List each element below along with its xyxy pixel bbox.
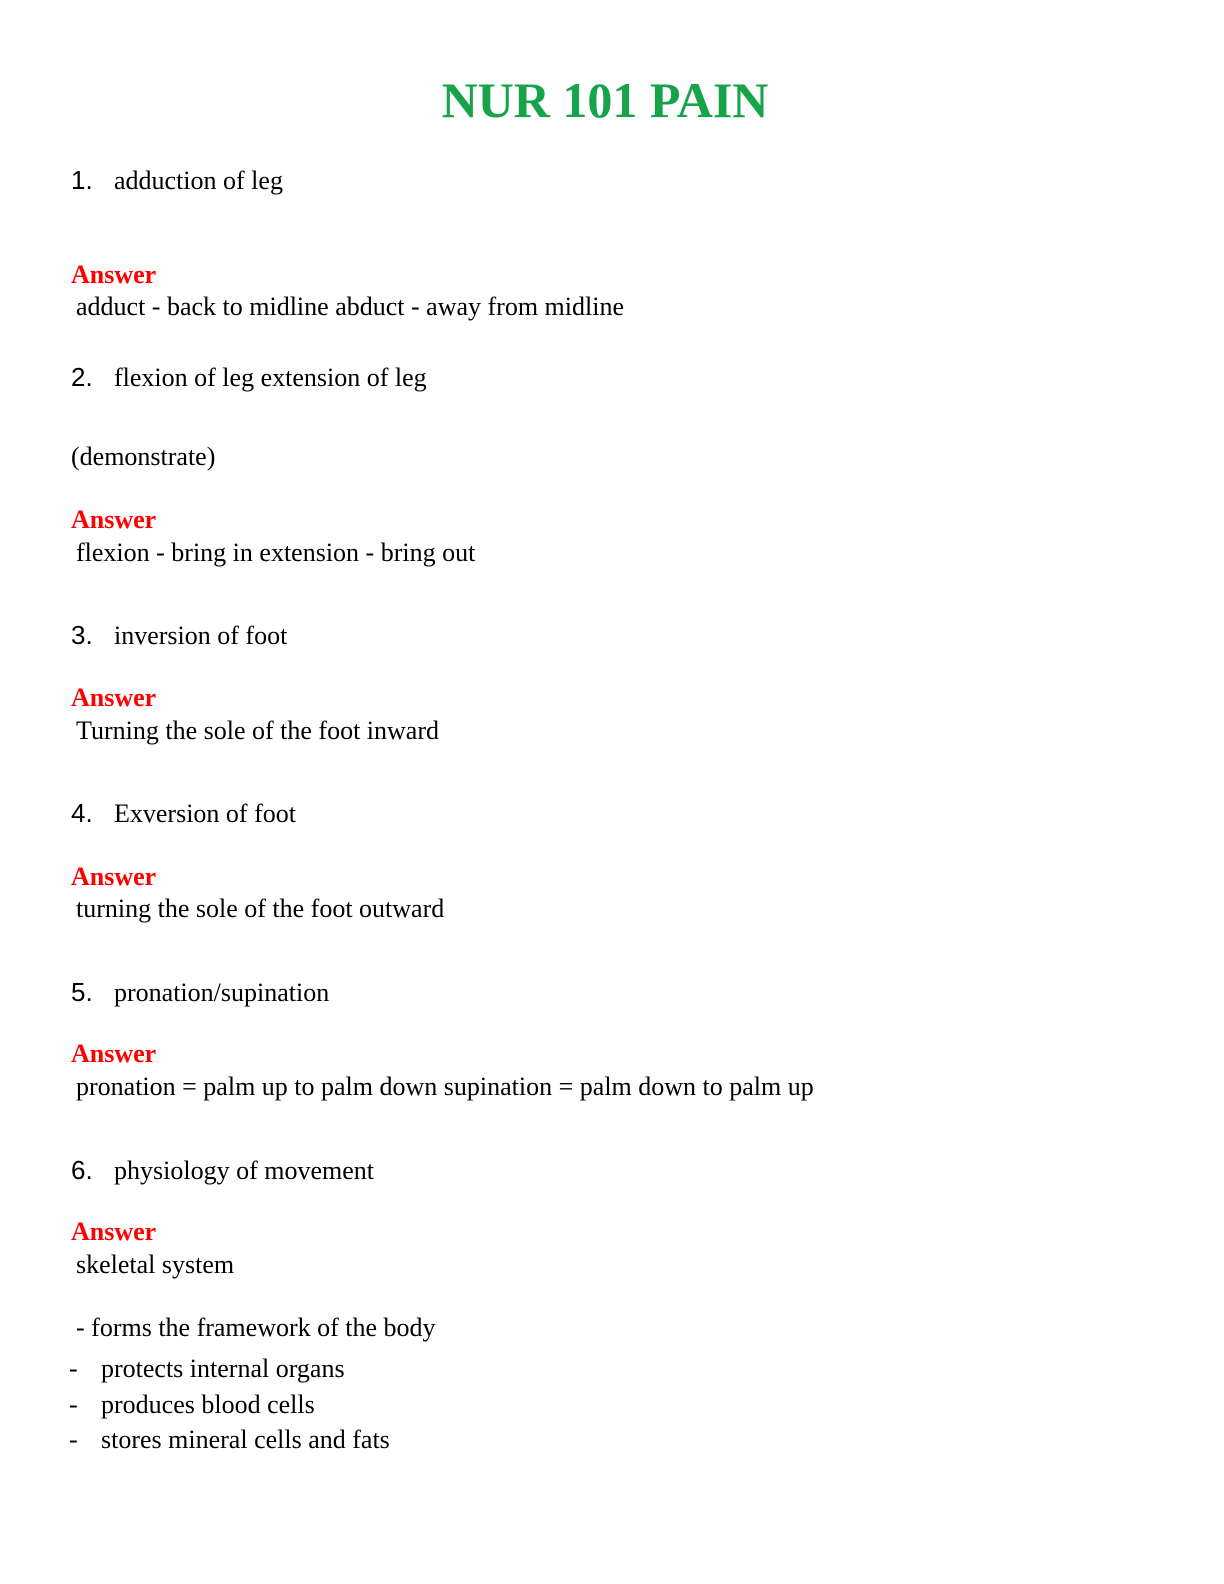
question-6 <box>71 1154 374 1187</box>
bullet-item <box>69 1389 315 1421</box>
answer-text: turning the sole of the foot outward <box>76 894 445 923</box>
dash-marker: - <box>69 1425 78 1454</box>
answer-label: Answer <box>71 260 157 289</box>
answer-label: Answer <box>71 505 157 534</box>
answer-text: flexion - bring in extension - bring out <box>76 538 476 567</box>
question-text: pronation/supination <box>114 978 330 1007</box>
question-3 <box>71 619 287 652</box>
question-number: 1. <box>71 165 93 195</box>
question-text: flexion of leg extension of leg <box>114 363 427 392</box>
question-text: Exversion of foot <box>114 799 296 828</box>
page-title: NUR 101 PAIN <box>441 72 769 128</box>
dash-marker: - <box>69 1390 78 1419</box>
question-number: 3. <box>71 620 93 650</box>
answer-text: Turning the sole of the foot inward <box>76 716 439 745</box>
question-number: 2. <box>71 362 93 392</box>
question-note: (demonstrate) <box>71 442 216 471</box>
answer-label: Answer <box>71 862 157 891</box>
bullet-item <box>69 1424 390 1456</box>
dash-marker: - <box>69 1354 78 1383</box>
bullet-text: produces blood cells <box>101 1390 315 1419</box>
question-number: 4. <box>71 798 93 828</box>
bullet-item <box>69 1353 345 1385</box>
question-text: inversion of foot <box>114 621 288 650</box>
question-2 <box>71 361 427 394</box>
bullet-text: stores mineral cells and fats <box>101 1425 390 1454</box>
question-number: 5. <box>71 977 93 1007</box>
answer-text: adduct - back to midline abduct - away from midline <box>76 292 624 321</box>
question-text: physiology of movement <box>114 1156 374 1185</box>
question-number: 6. <box>71 1155 93 1185</box>
answer-text: skeletal system <box>76 1250 235 1279</box>
answer-label: Answer <box>71 1217 157 1246</box>
question-text: adduction of leg <box>114 166 283 195</box>
question-1 <box>71 164 283 197</box>
answer-text-line: - forms the framework of the body <box>76 1313 436 1342</box>
answer-text: pronation = palm up to palm down supination = palm down to palm up <box>76 1072 814 1101</box>
answer-label: Answer <box>71 683 157 712</box>
question-4 <box>71 797 296 830</box>
bullet-text: protects internal organs <box>101 1354 345 1383</box>
answer-label: Answer <box>71 1039 157 1068</box>
question-5 <box>71 976 329 1009</box>
